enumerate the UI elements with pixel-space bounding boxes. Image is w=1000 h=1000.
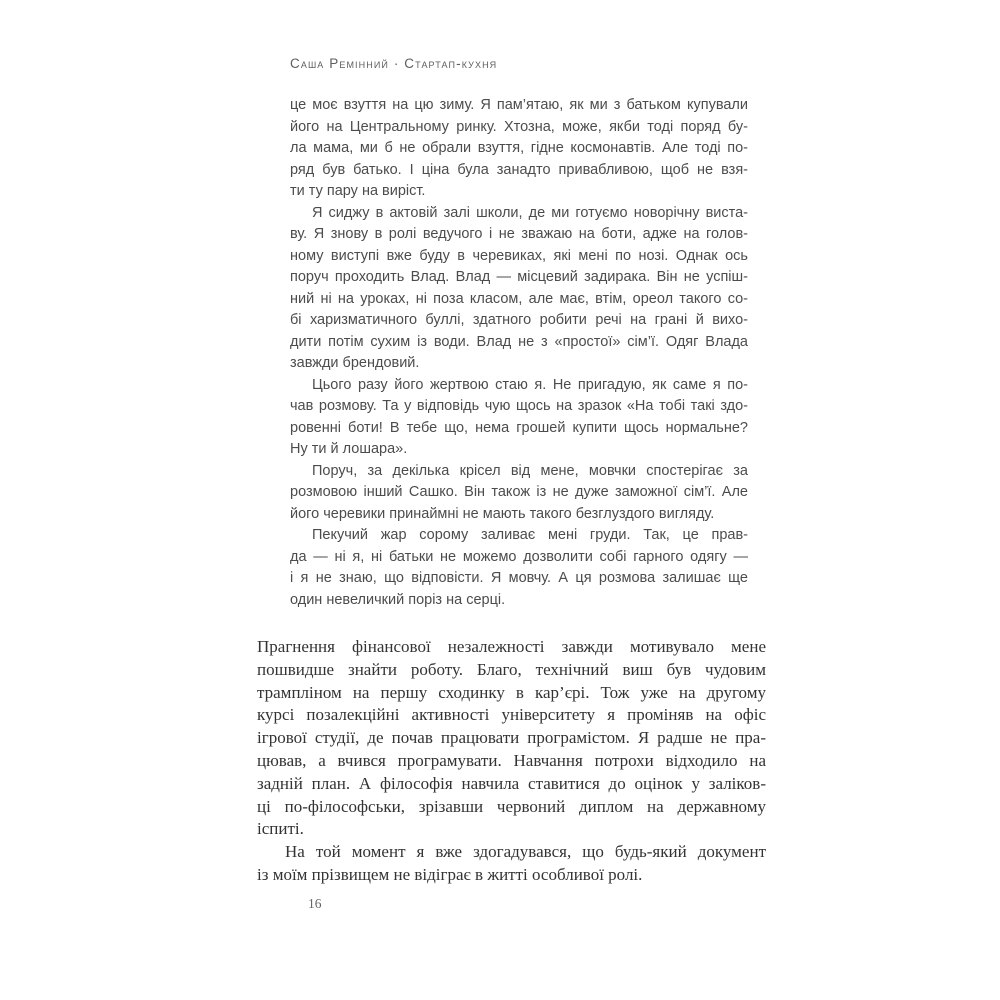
paragraph xyxy=(290,375,748,461)
text-line: Я сиджу в актовій залі школи, де ми готуємо новорічну виста- xyxy=(312,204,748,221)
text-line: курсі позалекційні активності університету я проміняв на офіс xyxy=(257,705,766,725)
text-line: і я не знаю, що відповісти. Я мовчу. А ця розмова залишає ще xyxy=(290,570,748,586)
text-line: один невеличкий поріз на серці. xyxy=(290,591,506,608)
paragraph xyxy=(257,841,766,887)
body-text-block xyxy=(257,636,766,887)
text-line: Пекучий жар сорому заливає мені груди. Так, це прав- xyxy=(312,527,748,543)
paragraph xyxy=(257,636,766,841)
text-line: завжди брендовий. xyxy=(290,355,420,371)
text-line: Прагнення фінансової незалежності завжди мотивувало мене xyxy=(257,637,766,656)
text-line: На той момент я вже здогадувався, що будь-який документ xyxy=(285,842,766,862)
text-line: задній план. А філософія навчила ставитися до оцінок у заліков- xyxy=(257,773,766,793)
text-line: Ну ти й лошара». xyxy=(290,441,408,457)
text-line: ряд був батько. І ціна була занадто привабливою, щоб не взя- xyxy=(290,161,748,178)
text-line: ігрової студії, де почав працювати програмістом. Я радше не пра- xyxy=(257,728,766,748)
text-line: ти ту пару на виріст. xyxy=(290,183,426,199)
running-header: Саша Ремінний · Стартап-кухня xyxy=(290,56,498,71)
text-line: ний ні на уроках, ні поза класом, але має, втім, ореол такого со- xyxy=(290,290,748,307)
text-line: дити потім сухим із води. Влад не з «простої» сім’ї. Одяг Влада xyxy=(290,333,748,350)
text-line: пошвидше знайти роботу. Благо, технічний виш був чудовим xyxy=(257,659,766,679)
text-line: ровенні боти! В тебе що, нема грошей купити щось нормальне? xyxy=(290,419,748,436)
text-line: ці по-філософськи, зрізавши червоний диплом на державному xyxy=(257,796,766,816)
paragraph xyxy=(290,203,748,375)
text-line: ному виступі вже буду в черевиках, які мені по нозі. Однак ось xyxy=(290,247,748,264)
text-line: це моє взуття на цю зиму. Я пам’ятаю, як ми з батьком купували xyxy=(290,97,748,113)
paragraph xyxy=(290,525,748,611)
text-line: ла мама, ми б не обрали взуття, гідне космонавтів. Але тоді по- xyxy=(290,140,748,156)
text-line: бі харизматичного буллі, здатного робити речі на грані й вихо- xyxy=(290,312,748,328)
page-number: 16 xyxy=(308,896,322,911)
text-line: да — ні я, ні батьки не можемо дозволити собі гарного одягу — xyxy=(290,548,748,565)
text-line: трампліном на першу сходинку в кар’єрі. Тож уже на другому xyxy=(257,682,766,702)
text-line: ву. Я знову в ролі ведучого і не зважаю на боти, адже на голов- xyxy=(290,226,748,242)
quote-block xyxy=(290,95,748,611)
text-line: цював, а вчився програмувати. Навчання потрохи відходило на xyxy=(257,750,766,770)
text-line: іспиті. xyxy=(257,819,304,839)
paragraph xyxy=(290,461,748,526)
text-line: його черевики принаймні не мають такого безглуздого вигляду. xyxy=(290,505,715,522)
text-line: поруч проходить Влад. Влад — місцевий задирака. Він не успіш- xyxy=(290,269,748,285)
text-line: Цього разу його жертвою стаю я. Не пригадую, як саме я по- xyxy=(312,376,748,393)
text-line: його на Центральному ринку. Хтозна, може, якби тоді поряд бу- xyxy=(290,118,748,135)
text-line: із моїм прізвищем не відіграє в житті особливої ролі. xyxy=(257,864,643,884)
text-line: чав розмову. Та у відповідь чую щось на зразок «На тобі такі здо- xyxy=(290,398,748,414)
text-line: Поруч, за декілька крісел від мене, мовчки спостерігає за xyxy=(312,462,748,479)
text-line: розмовою інший Сашко. Він також із не дуже заможної сім’ї. Але xyxy=(290,484,748,500)
paragraph xyxy=(290,95,748,203)
